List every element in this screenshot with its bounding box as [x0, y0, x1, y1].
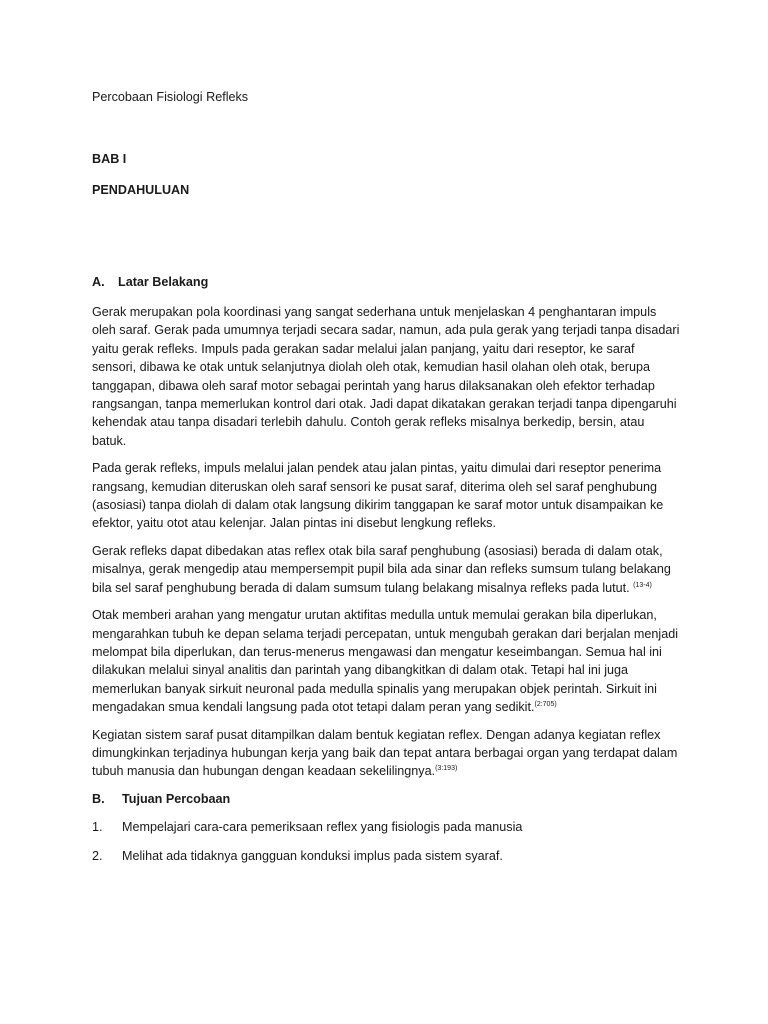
list-item-text: Melihat ada tidaknya gangguan konduksi implus pada sistem syaraf. — [122, 848, 503, 863]
paragraph-3-text: Gerak refleks dapat dibedakan atas reflex otak bila saraf penghubung (asosiasi) berada di dalam otak, misalnya, gerak mengedip atau mempersempit pupil bila ada sinar dan refleks sumsum tulang belakang bila sel saraf penghubung berada di dalam sumsum tulang belakang misalnya refleks pada lutut. — [92, 543, 671, 595]
paragraph-4-text: Otak memberi arahan yang mengatur urutan aktifitas medulla untuk memulai gerakan bila diperlukan, mengarahkan tubuh ke depan selama terjadi percepatan, untuk mengubah gerakan dari berjalan menjadi melompat bila diperlukan, dan terus-menerus mengawasi dan mengatur keseimbangan. Semua hal ini dilakukan melalui sinyal analitis dan parintah yang dibangkitkan di dalam otak. Tetapi hal ini juga memerlukan banyak sirkuit neuronal pada medulla spinalis yang merupakan objek perintah. Sirkuit ini mengadakan smua kendali langsung pada otot tetapi dalam peran yang sedikit. — [92, 608, 679, 715]
section-b-title: Tujuan Percobaan — [122, 791, 231, 806]
paragraph-2 — [92, 459, 682, 533]
section-b-letter: B. — [92, 791, 105, 806]
list-item — [92, 818, 682, 836]
section-a-letter: A. — [92, 275, 105, 289]
paragraph-5 — [92, 726, 682, 781]
paragraph-4 — [92, 606, 682, 716]
section-a-title: Latar Belakang — [118, 275, 209, 289]
section-b-heading — [92, 790, 682, 808]
chapter-title: PENDAHULUAN — [92, 183, 190, 197]
paragraph-1-text: Gerak merupakan pola koordinasi yang sangat sederhana untuk menjelaskan 4 penghantaran impuls oleh saraf. Gerak pada umumnya terjadi secara sadar, namun, ada pula gerak yang terjadi tanpa disadari yaitu gerak refleks. Impuls pada gerakan sadar melalui jalan panjang, yaitu dari reseptor, ke saraf sensori, dibawa ke otak untuk selanjutnya diolah oleh otak, kemudian hasil olahan oleh otak, berupa tanggapan, dibawa oleh saraf motor sebagai perintah yang harus dilaksanakan oleh efektor terhadap rangsangan, tanpa memerlukan kontrol dari otak. Jadi dapat dikatakan gerakan terjadi tanpa dipengaruhi kehendak atau tanpa disadari terlebih dahulu. Contoh gerak refleks misalnya berkedip, bersin, atau batuk. — [92, 305, 680, 448]
document-title: Percobaan Fisiologi Refleks — [92, 90, 249, 104]
paragraph-2-text: Pada gerak refleks, impuls melalui jalan pendek atau jalan pintas, yaitu dimulai dari reseptor penerima rangsang, kemudian diteruskan oleh saraf sensori ke pusat saraf, diterima oleh sel saraf penghubung (asosiasi) tanpa diolah di dalam otak langsung dikirim tanggapan ke saraf motor untuk disampaikan ke efektor, yaitu otot atau kelenjar. Jalan pintas ini disebut lengkung refleks. — [92, 461, 664, 531]
citation-3: (3:193) — [435, 765, 458, 773]
list-item-text: Mempelajari cara-cara pemeriksaan reflex yang fisiologis pada manusia — [122, 820, 523, 835]
list-item-number: 2. — [92, 848, 103, 863]
list-item — [92, 847, 682, 865]
section-a-heading — [92, 273, 208, 291]
citation-1: (13-4) — [633, 581, 652, 589]
paragraph-3 — [92, 542, 682, 597]
paragraph-1 — [92, 303, 682, 450]
citation-2: (2:705) — [534, 700, 557, 708]
chapter-number: BAB I — [92, 152, 127, 166]
document-body — [92, 303, 682, 875]
list-item-number: 1. — [92, 820, 103, 835]
paragraph-5-text: Kegiatan sistem saraf pusat ditampilkan dalam bentuk kegiatan reflex. Dengan adanya kegiatan reflex dimungkinkan terjadinya hubungan kerja yang baik dan tepat antara berbagai organ yang terdapat dalam tubuh manusia dan hubungan dengan keadaan sekelilingnya. — [92, 727, 678, 779]
